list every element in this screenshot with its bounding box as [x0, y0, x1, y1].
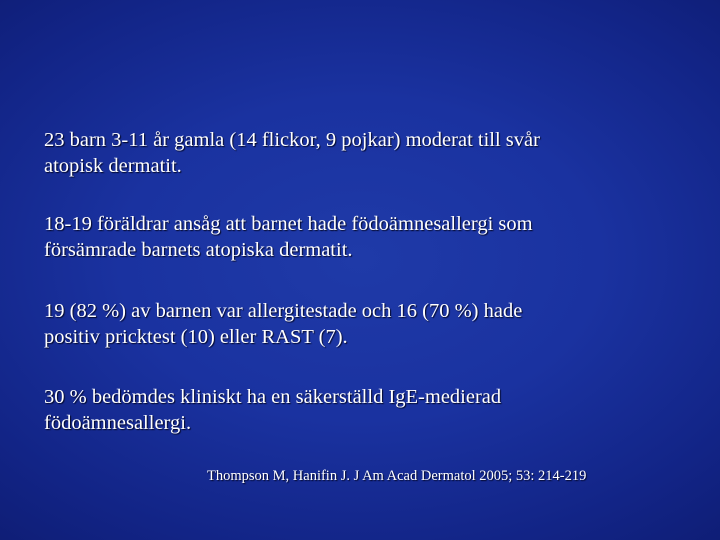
paragraph-parent-belief — [44, 211, 684, 263]
paragraph-study-population — [44, 127, 684, 179]
paragraph-clinical-assessment — [44, 384, 684, 436]
paragraph-line: 23 barn 3-11 år gamla (14 flickor, 9 pojkar) moderat till svår — [44, 129, 540, 151]
paragraph-line: atopisk dermatit. — [44, 155, 182, 177]
paragraph-line: 19 (82 %) av barnen var allergitestade och 16 (70 %) hade — [44, 300, 523, 322]
paragraph-allergy-testing — [44, 298, 684, 350]
paragraph-line: 18-19 föräldrar ansåg att barnet hade födoämnesallergi som — [44, 213, 533, 235]
paragraph-line: 30 % bedömdes kliniskt ha en säkerställd IgE-medierad — [44, 386, 502, 408]
paragraph-line: positiv pricktest (10) eller RAST (7). — [44, 326, 348, 348]
paragraph-line: försämrade barnets atopiska dermatit. — [44, 239, 353, 261]
citation: Thompson M, Hanifin J. J Am Acad Dermatol 2005; 53: 214-219 — [207, 468, 587, 484]
paragraph-line: födoämnesallergi. — [44, 412, 192, 434]
